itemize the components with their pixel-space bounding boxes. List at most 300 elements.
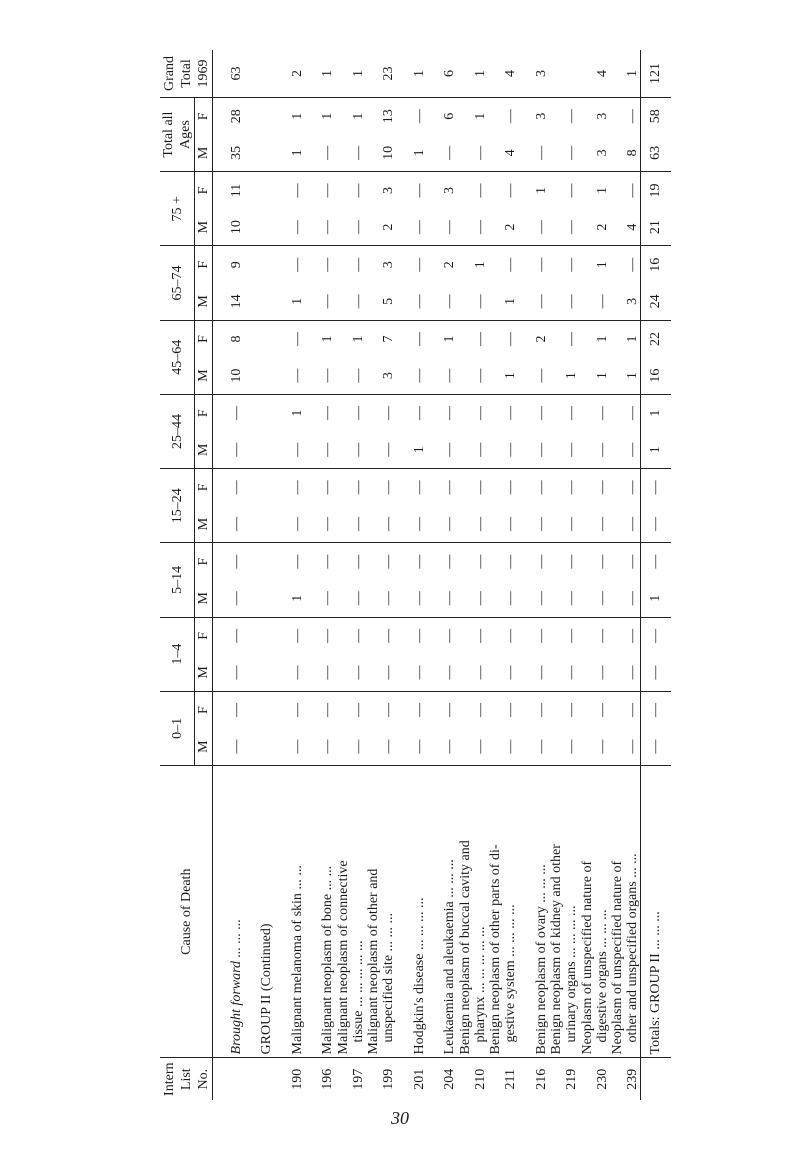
count-cell [244, 543, 275, 580]
count-cell: — [320, 183, 335, 198]
female-column-header: F [196, 409, 211, 418]
count-cell: 1 [396, 135, 427, 172]
count-cell: — [305, 357, 336, 394]
count-cell: — [427, 506, 458, 543]
count-cell: — [427, 209, 458, 246]
grand-total-cell: 1 [335, 50, 366, 97]
count-cell: 14 [213, 283, 244, 320]
count-cell: — [213, 654, 244, 691]
total-cell: 16 [641, 246, 672, 283]
count-cell: — [305, 728, 336, 765]
cause-of-death [427, 765, 458, 1057]
male-column-header: M [195, 135, 213, 172]
count-cell: — [533, 480, 549, 495]
count-cell: — [472, 703, 488, 718]
count-cell: — [335, 506, 366, 543]
grand-total-cell [244, 50, 275, 97]
count-cell: — [488, 728, 519, 765]
count-cell: — [320, 257, 335, 272]
count-cell: — [457, 209, 488, 246]
count-cell: — [381, 406, 396, 421]
count-cell [244, 394, 275, 431]
count-cell: — [381, 703, 396, 718]
count-cell: — [564, 480, 579, 495]
grand-total-header [160, 50, 213, 97]
intern-list-number: 210 [472, 1068, 488, 1090]
total-cell: — [641, 728, 672, 765]
cause-line: Malignant neoplasm of bone ... ... [320, 865, 335, 1055]
count-cell: 1 [488, 283, 519, 320]
count-cell: 1 [289, 409, 305, 417]
age-group-header: 5–14 [160, 543, 195, 617]
totals-row [641, 50, 672, 1100]
female-column-header: F [196, 260, 211, 269]
cause-line: Benign neoplasm of buccal cavity and [457, 840, 473, 1055]
count-cell: — [488, 654, 519, 691]
count-cell: — [564, 331, 579, 346]
count-cell: 1 [625, 335, 640, 343]
count-cell: — [564, 257, 579, 272]
male-column-header: M [195, 654, 213, 691]
count-cell: 1 [579, 357, 610, 394]
count-cell [244, 431, 275, 468]
count-cell: — [503, 109, 518, 124]
count-cell [244, 246, 275, 283]
count-cell: 2 [488, 209, 519, 246]
count-cell: — [396, 506, 427, 543]
count-cell: — [274, 506, 305, 543]
intern-list-number: 204 [442, 1068, 457, 1090]
grand-total-line-3: 1969 [195, 59, 211, 88]
count-cell: 7 [381, 335, 396, 343]
count-cell: 3 [533, 112, 549, 120]
count-cell: — [411, 109, 427, 124]
count-cell: — [472, 480, 488, 495]
count-cell: 1 [488, 357, 519, 394]
count-cell: 3 [366, 357, 397, 394]
grand-total-line-1: Grand [161, 56, 177, 91]
cause-line-continued: pharynx ... ... ... ... ... [472, 926, 488, 1043]
count-cell: — [411, 183, 427, 198]
count-cell: — [488, 506, 519, 543]
age-group-header: 15–24 [160, 469, 195, 543]
table-row [305, 50, 336, 1100]
count-cell [244, 691, 275, 728]
count-cell: — [411, 628, 427, 643]
grand-total-cell: 4 [579, 50, 610, 97]
count-cell: 3 [442, 187, 457, 195]
cause-of-death [610, 765, 641, 1057]
intern-list-header: Intern List No. [161, 1062, 211, 1096]
count-cell: — [350, 703, 366, 718]
count-cell [244, 357, 275, 394]
count-cell: — [457, 728, 488, 765]
intern-list-number: 219 [564, 1068, 579, 1090]
table-row [366, 50, 397, 1100]
count-cell [244, 728, 275, 765]
age-group-header: 65–74 [160, 246, 195, 320]
total-cell: — [641, 506, 672, 543]
age-group-header: Total all Ages [160, 97, 195, 171]
count-cell: — [610, 506, 641, 543]
count-cell: — [289, 183, 305, 198]
count-cell: — [549, 654, 580, 691]
count-cell: 28 [228, 109, 244, 124]
totals-list-blank [641, 1058, 672, 1100]
count-cell: 3 [381, 261, 396, 269]
cause-line: Benign neoplasm of kidney and other [549, 844, 564, 1055]
count-cell: — [610, 654, 641, 691]
count-cell: — [320, 480, 335, 495]
count-cell: — [472, 406, 488, 421]
count-cell: — [457, 357, 488, 394]
cause-line: Neoplasm of unspecified nature of [610, 860, 625, 1055]
count-cell: — [427, 654, 458, 691]
count-cell: — [305, 135, 336, 172]
count-cell: — [549, 580, 580, 617]
count-cell: — [320, 554, 335, 569]
table-row [457, 50, 488, 1100]
count-cell: 1 [350, 335, 366, 343]
count-cell: — [320, 406, 335, 421]
count-cell: — [274, 654, 305, 691]
count-cell: — [518, 357, 549, 394]
cause-line-continued: unspecified site ... ... ... [381, 912, 396, 1043]
count-cell: — [366, 431, 397, 468]
total-cell: 21 [641, 209, 672, 246]
count-cell: — [594, 703, 610, 718]
intern-list-number: 196 [320, 1068, 335, 1090]
count-cell: 1 [472, 112, 488, 120]
count-cell: — [320, 628, 335, 643]
cause-line-continued: other and unspecified organs ... ... [625, 853, 640, 1043]
cause-line: Leukaemia and aleukaemia ... ... ... [442, 859, 457, 1055]
count-cell: 1 [610, 357, 641, 394]
count-cell: — [396, 580, 427, 617]
count-cell: — [320, 703, 335, 718]
count-cell: — [564, 183, 579, 198]
count-cell [244, 320, 275, 357]
male-column-header: M [195, 728, 213, 765]
count-cell: — [335, 209, 366, 246]
age-group-header: 0–1 [160, 691, 195, 765]
count-cell [244, 135, 275, 172]
count-cell: — [564, 703, 579, 718]
grand-total-line-2: Total [178, 59, 194, 88]
count-cell: — [274, 357, 305, 394]
count-cell: — [518, 728, 549, 765]
count-cell: — [549, 506, 580, 543]
count-cell: — [442, 554, 457, 569]
count-cell: — [350, 554, 366, 569]
count-cell: — [350, 183, 366, 198]
count-cell: — [366, 728, 397, 765]
grand-total-cell: 4 [488, 50, 519, 97]
cause-line-continued: urinary organs ... ... ... ... [564, 905, 579, 1043]
count-cell: 1 [289, 112, 305, 120]
intern-list-number: 201 [411, 1068, 427, 1090]
count-cell: — [625, 554, 640, 569]
count-cell: — [472, 628, 488, 643]
total-cell: — [641, 543, 672, 580]
cause-line: Benign neoplasm of other parts of di- [488, 844, 503, 1055]
count-cell: — [533, 628, 549, 643]
count-cell: — [625, 406, 640, 421]
intern-list-number: 216 [533, 1068, 549, 1090]
count-cell: — [427, 283, 458, 320]
count-cell [244, 617, 275, 654]
cause-of-death [457, 765, 488, 1057]
count-cell: — [503, 331, 518, 346]
count-cell [244, 97, 275, 134]
grand-total-cell: 23 [366, 50, 397, 97]
cause-of-death [366, 765, 397, 1057]
count-cell: — [350, 257, 366, 272]
count-cell: — [503, 554, 518, 569]
count-cell: — [549, 283, 580, 320]
count-cell: — [625, 183, 640, 198]
count-cell: — [381, 628, 396, 643]
count-cell: — [442, 480, 457, 495]
total-cell: 1 [641, 394, 672, 431]
count-cell: — [289, 628, 305, 643]
table-row [518, 50, 549, 1100]
count-cell: 1 [533, 187, 549, 195]
intern-list-number: 197 [350, 1068, 366, 1090]
intern-list-number [213, 1058, 244, 1100]
cause-of-death [549, 765, 580, 1057]
count-cell [244, 209, 275, 246]
count-cell: — [579, 654, 610, 691]
cause-line-continued: digestive organs ... ... ... [594, 909, 610, 1043]
count-cell: 35 [213, 135, 244, 172]
male-column-header: M [195, 283, 213, 320]
total-cell: 22 [641, 320, 672, 357]
cause-line: Brought forward ... ... ... [228, 918, 244, 1055]
table-body [213, 50, 672, 1100]
count-cell: — [549, 431, 580, 468]
count-cell [244, 172, 275, 209]
count-cell: 1 [442, 335, 457, 343]
count-cell: — [518, 135, 549, 172]
count-cell: — [488, 580, 519, 617]
table-row [274, 50, 305, 1100]
count-cell: — [213, 728, 244, 765]
count-cell: — [381, 480, 396, 495]
count-cell: — [503, 703, 518, 718]
count-cell [244, 580, 275, 617]
count-cell: — [579, 431, 610, 468]
count-cell: — [503, 628, 518, 643]
count-cell: — [610, 728, 641, 765]
count-cell: — [350, 480, 366, 495]
intern-list-number: 230 [594, 1068, 610, 1090]
count-cell: — [335, 357, 366, 394]
count-cell: — [305, 654, 336, 691]
count-cell: 10 [366, 135, 397, 172]
count-cell: — [594, 628, 610, 643]
total-cell: — [641, 654, 672, 691]
grand-total-sum: 121 [641, 50, 672, 97]
count-cell: — [549, 728, 580, 765]
count-cell: — [411, 331, 427, 346]
count-cell: — [213, 431, 244, 468]
count-cell: — [411, 406, 427, 421]
count-cell: — [350, 406, 366, 421]
count-cell: — [289, 331, 305, 346]
count-cell: — [457, 506, 488, 543]
count-cell: — [305, 283, 336, 320]
total-cell: 16 [641, 357, 672, 394]
count-cell: 3 [594, 112, 610, 120]
count-cell: — [427, 728, 458, 765]
table-row [488, 50, 519, 1100]
count-cell: 3 [579, 135, 610, 172]
cause-line: GROUP II (Continued) [259, 923, 274, 1055]
age-group-header: 1–4 [160, 617, 195, 691]
count-cell: — [503, 183, 518, 198]
group-heading [244, 765, 275, 1057]
count-cell: — [289, 480, 305, 495]
intern-list-number: 199 [381, 1068, 396, 1090]
count-cell: 2 [442, 261, 457, 269]
count-cell: — [518, 431, 549, 468]
count-cell: — [274, 431, 305, 468]
cause-line-continued: tissue ... ... ... ... ... [350, 940, 366, 1043]
count-cell: 1 [594, 261, 610, 269]
grand-total-cell: 2 [274, 50, 305, 97]
age-group-header: 75 + [160, 172, 195, 246]
female-column-header: F [196, 706, 211, 714]
count-cell: — [533, 257, 549, 272]
count-cell: — [625, 480, 640, 495]
total-cell: 24 [641, 283, 672, 320]
count-cell: — [411, 703, 427, 718]
count-cell: — [335, 135, 366, 172]
count-cell: — [396, 357, 427, 394]
count-cell: — [472, 554, 488, 569]
count-cell: 9 [228, 261, 244, 269]
count-cell: — [488, 431, 519, 468]
female-column-header: F [196, 335, 211, 343]
count-cell: — [335, 728, 366, 765]
male-column-header: M [195, 580, 213, 617]
cause-line: Benign neoplasm of ovary ... ... ... [533, 864, 549, 1055]
cause-line: Malignant neoplasm of other and [366, 868, 381, 1055]
total-cell: — [641, 691, 672, 728]
count-cell: — [594, 480, 610, 495]
count-cell: — [472, 331, 488, 346]
count-cell: — [549, 135, 580, 172]
count-cell: — [503, 480, 518, 495]
count-cell: — [335, 580, 366, 617]
cause-of-death [396, 765, 427, 1057]
count-cell: — [228, 628, 244, 643]
count-cell: — [305, 580, 336, 617]
count-cell: 1 [320, 112, 335, 120]
mortality-table [160, 50, 671, 1100]
count-cell: 1 [472, 261, 488, 269]
count-cell: 1 [549, 357, 580, 394]
total-cell: — [641, 617, 672, 654]
cause-line: Neoplasm of unspecified nature of [579, 860, 595, 1055]
count-cell [244, 506, 275, 543]
count-cell: 1 [396, 431, 427, 468]
intern-list-number: 211 [503, 1068, 518, 1090]
count-cell: 4 [610, 209, 641, 246]
count-cell: — [366, 654, 397, 691]
count-cell: — [564, 109, 579, 124]
table-row [579, 50, 610, 1100]
count-cell: — [594, 554, 610, 569]
count-cell: — [366, 506, 397, 543]
count-cell: — [518, 654, 549, 691]
count-cell: — [335, 431, 366, 468]
count-cell: — [625, 109, 640, 124]
total-cell: 1 [641, 431, 672, 468]
count-cell: 1 [274, 283, 305, 320]
intern-list-number: 190 [289, 1068, 305, 1090]
male-column-header: M [195, 431, 213, 468]
count-cell: — [289, 257, 305, 272]
count-cell: — [518, 506, 549, 543]
count-cell: 11 [228, 183, 244, 198]
grand-total-cell: 1 [305, 50, 336, 97]
table-row [427, 50, 458, 1100]
count-cell: — [564, 554, 579, 569]
count-cell: — [335, 283, 366, 320]
count-cell: — [411, 257, 427, 272]
grand-total-cell: 1 [457, 50, 488, 97]
count-cell: — [274, 728, 305, 765]
age-group-header: 25–44 [160, 394, 195, 468]
count-cell: — [503, 406, 518, 421]
count-cell: — [289, 703, 305, 718]
count-cell: — [594, 406, 610, 421]
count-cell: — [305, 209, 336, 246]
count-cell: — [457, 135, 488, 172]
count-cell: 2 [533, 335, 549, 343]
female-column-header: F [196, 112, 211, 121]
count-cell: — [350, 628, 366, 643]
count-cell: — [427, 357, 458, 394]
page-number: 30 [391, 1108, 409, 1128]
count-cell: — [533, 554, 549, 569]
count-cell: — [213, 506, 244, 543]
table-row [610, 50, 641, 1100]
count-cell: 10 [213, 357, 244, 394]
count-cell: — [610, 431, 641, 468]
total-cell: 19 [641, 172, 672, 209]
count-cell: — [457, 580, 488, 617]
female-column-header: F [196, 557, 211, 566]
cause-of-death [518, 765, 549, 1057]
male-column-header: M [195, 209, 213, 246]
count-cell: — [442, 406, 457, 421]
grand-total-cell: 3 [518, 50, 549, 97]
count-cell: — [427, 580, 458, 617]
cause-of-death [335, 765, 366, 1057]
count-cell: — [427, 431, 458, 468]
count-cell: 2 [366, 209, 397, 246]
count-cell: 10 [213, 209, 244, 246]
count-cell [244, 654, 275, 691]
grand-total-cell [549, 50, 580, 97]
count-cell: — [442, 703, 457, 718]
rotated-table-wrapper [160, 50, 680, 1100]
cause-header: Cause of Death [160, 765, 213, 1057]
count-cell: 5 [366, 283, 397, 320]
